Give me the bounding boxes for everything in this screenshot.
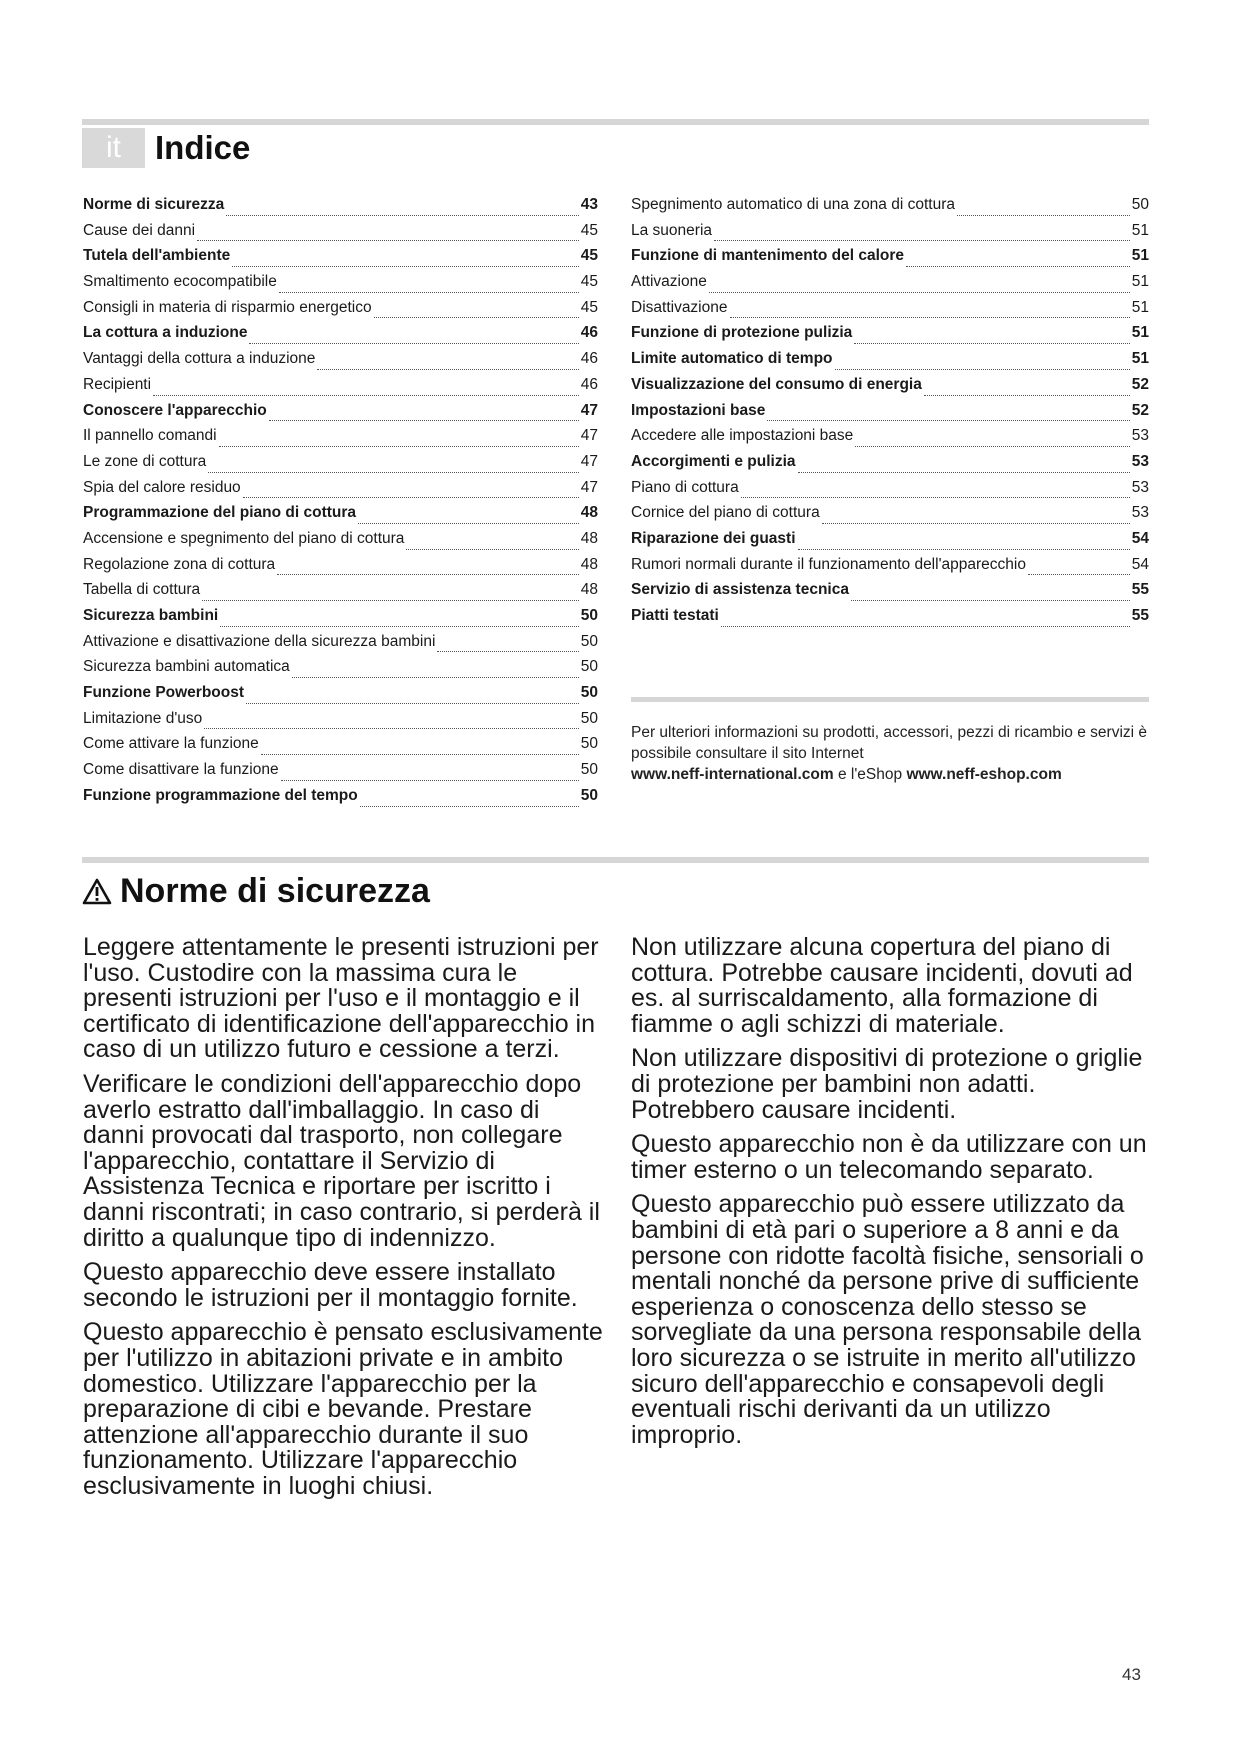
toc-entry-page: 52 [1131, 375, 1149, 393]
toc-entry[interactable] [83, 479, 598, 505]
toc-entry-label: Limite automatico di tempo [631, 350, 833, 368]
info-box [631, 722, 1149, 785]
toc-entry-page: 48 [580, 581, 598, 599]
toc-entry-label: Cornice del piano di cottura [631, 504, 820, 522]
toc-entry[interactable] [83, 350, 598, 376]
toc-entry-page: 46 [580, 324, 598, 342]
body-paragraph: Leggere attentamente le presenti istruzioni per l'uso. Custodire con la massima cura le presenti istruzioni per l'uso e il montaggio e il certificato di identificazione dell'apparecchio in caso di un utilizzo futuro e cessione a terzi. [83, 933, 599, 1064]
toc-entry-label: Tutela dell'ambiente [83, 247, 231, 265]
toc-entry-label: Impostazioni base [631, 401, 766, 419]
toc-entry-label: Limitazione d'uso [83, 709, 203, 727]
toc-entry-label: Attivazione e disattivazione della sicurezza bambini [83, 632, 436, 650]
toc-entry-label: Tabella di cottura [83, 581, 201, 599]
body-paragraph: Non utilizzare dispositivi di protezione o griglie di protezione per bambini non adatti. Potrebbero causare incidenti. [631, 1044, 1143, 1124]
toc-leader-dots [202, 600, 579, 601]
body-paragraph: Verificare le condizioni dell'apparecchio dopo averlo estratto dall'imballaggio. In caso di danni provocati dal trasporto, non collegare l'apparecchio, contattare il Servizio di Assistenza Tecnica e riportare per iscritto i danni riscontrati; in caso contrario, si perderà il diritto a qualunque tipo di indennizzo. [83, 1069, 600, 1252]
toc-entry-page: 55 [1131, 607, 1149, 624]
toc-leader-dots [406, 549, 578, 550]
toc-entry-page: 53 [1131, 452, 1149, 470]
toc-entry-label: Come attivare la funzione [83, 735, 259, 753]
body-paragraph: Questo apparecchio non è da utilizzare con un timer esterno o un telecomando separato. [631, 1130, 1147, 1184]
toc-entry[interactable] [631, 402, 1149, 428]
toc-leader-dots [269, 420, 579, 421]
toc-entry[interactable] [631, 479, 1149, 505]
section-divider [82, 857, 1149, 863]
toc-entry-page: 47 [580, 427, 598, 445]
toc-entry-label: Cause dei danni [83, 221, 196, 239]
body-paragraph: Questo apparecchio è pensato esclusivamente per l'utilizzo in abitazioni private e in ambito domestico. Utilizzare l'apparecchio per la preparazione di cibi e bevande. Prestare attenzione all'apparecchio durante il suo funzionamento. Utilizzare l'apparecchio esclusivamente in luoghi chiusi. [83, 1318, 603, 1500]
toc-entry[interactable] [631, 247, 1149, 273]
toc-leader-dots [855, 446, 1129, 447]
toc-entry[interactable] [631, 299, 1149, 325]
toc-entry-label: Recipienti [83, 375, 152, 393]
toc-entry-label: Vantaggi della cottura a induzione [83, 350, 316, 368]
toc-entry-page: 46 [580, 375, 598, 393]
body-left-column [83, 935, 603, 1508]
toc-entry-page: 51 [1131, 324, 1149, 342]
toc-entry[interactable] [83, 633, 598, 659]
toc-entry-page: 50 [580, 735, 598, 753]
toc-entry-label: Attivazione [631, 273, 707, 291]
toc-entry-page: 55 [1131, 581, 1149, 599]
toc-leader-dots [358, 523, 579, 524]
toc-entry[interactable] [83, 556, 598, 582]
toc-entry-label: Regolazione zona di cottura [83, 555, 276, 573]
top-divider [82, 119, 1149, 125]
toc-entry[interactable] [631, 376, 1149, 402]
toc-entry[interactable] [83, 222, 598, 248]
toc-left-column [83, 196, 598, 813]
toc-entry-page: 50 [580, 632, 598, 650]
eshop-link[interactable]: www.neff-eshop.com [906, 766, 1062, 783]
toc-leader-dots [277, 574, 579, 575]
toc-entry[interactable] [83, 530, 598, 556]
toc-entry[interactable] [83, 247, 598, 273]
toc-title: Indice [155, 129, 251, 166]
toc-entry-label: Servizio di assistenza tecnica [631, 581, 849, 599]
toc-entry[interactable] [83, 376, 598, 402]
toc-entry-label: Conoscere l'apparecchio [83, 401, 267, 419]
toc-entry-page: 50 [580, 709, 598, 727]
toc-leader-dots [714, 240, 1130, 241]
toc-entry-label: Visualizzazione del consumo di energia [631, 375, 922, 393]
toc-entry-page: 52 [1131, 401, 1149, 419]
toc-entry-page: 47 [580, 452, 598, 470]
toc-entry[interactable] [83, 196, 598, 222]
toc-entry[interactable] [83, 710, 598, 736]
toc-leader-dots [851, 600, 1130, 601]
toc-leader-dots [437, 651, 578, 652]
toc-entry-page: 51 [1131, 298, 1149, 316]
info-divider [631, 697, 1149, 702]
toc-entry-page: 51 [1131, 247, 1149, 265]
toc-entry[interactable] [83, 427, 598, 453]
toc-leader-dots [246, 703, 579, 704]
toc-entry[interactable] [631, 324, 1149, 350]
toc-entry[interactable] [631, 427, 1149, 453]
toc-entry[interactable] [631, 453, 1149, 479]
toc-leader-dots [730, 317, 1130, 318]
toc-entry-label: Funzione Powerboost [83, 684, 245, 702]
toc-entry-label: Il pannello comandi [83, 427, 217, 445]
toc-entry[interactable] [83, 658, 598, 684]
toc-leader-dots [279, 292, 579, 293]
toc-entry-page: 47 [580, 478, 598, 496]
toc-entry-page: 45 [580, 247, 598, 265]
toc-leader-dots [906, 266, 1130, 267]
toc-entry-label: Funzione di mantenimento del calore [631, 247, 905, 265]
toc-entry-page: 48 [580, 529, 598, 547]
toc-leader-dots [721, 626, 1130, 627]
toc-leader-dots [317, 369, 578, 370]
toc-entry-page: 50 [580, 761, 598, 779]
page-number: 43 [1122, 1665, 1141, 1684]
body-right-column [631, 935, 1151, 1457]
toc-entry[interactable] [631, 350, 1149, 376]
toc-entry[interactable] [83, 787, 598, 813]
toc-entry-page: 54 [1131, 555, 1149, 573]
toc-entry-page: 46 [580, 350, 598, 368]
toc-entry-page: 53 [1131, 427, 1149, 445]
toc-leader-dots [854, 343, 1129, 344]
toc-leader-dots [924, 395, 1130, 396]
toc-leader-dots [374, 317, 579, 318]
body-paragraph: Questo apparecchio deve essere installato secondo le istruzioni per il montaggio fornite. [83, 1258, 578, 1312]
toc-entry-page: 43 [580, 196, 598, 213]
toc-leader-dots [360, 806, 579, 807]
toc-leader-dots [709, 292, 1130, 293]
body-paragraph: Non utilizzare alcuna copertura del piano di cottura. Potrebbe causare incidenti, dovuti ad es. al surriscaldamento, alla formazione di fiamme o agli schizzi di materiale. [631, 933, 1133, 1038]
toc-entry[interactable] [631, 273, 1149, 299]
toc-entry[interactable] [83, 504, 598, 530]
toc-entry[interactable] [631, 196, 1149, 222]
toc-entry-page: 51 [1131, 273, 1149, 291]
toc-entry-label: Riparazione dei guasti [631, 529, 796, 547]
toc-leader-dots [197, 240, 579, 241]
language-badge: it [82, 128, 145, 168]
toc-entry-label: La cottura a induzione [83, 324, 248, 342]
toc-entry-label: Sicurezza bambini automatica [83, 658, 290, 676]
toc-entry-page: 51 [1131, 350, 1149, 368]
toc-entry-label: Piano di cottura [631, 478, 739, 496]
toc-entry-label: Accensione e spegnimento del piano di cottura [83, 529, 405, 547]
toc-leader-dots [767, 420, 1129, 421]
toc-leader-dots [204, 728, 578, 729]
toc-entry[interactable] [83, 607, 598, 633]
toc-entry-page: 45 [580, 298, 598, 316]
toc-entry-label: La suoneria [631, 221, 713, 239]
toc-entry-label: Norme di sicurezza [83, 196, 225, 213]
toc-leader-dots [798, 549, 1130, 550]
toc-entry-page: 51 [1131, 221, 1149, 239]
toc-entry[interactable] [631, 607, 1149, 633]
toc-entry-label: Accorgimenti e pulizia [631, 452, 796, 470]
toc-leader-dots [798, 472, 1130, 473]
toc-entry[interactable] [83, 581, 598, 607]
toc-right-column [631, 196, 1149, 633]
toc-entry-page: 48 [580, 555, 598, 573]
toc-entry-page: 48 [580, 504, 598, 522]
toc-leader-dots [957, 215, 1130, 216]
toc-entry-page: 53 [1131, 478, 1149, 496]
toc-entry-page: 53 [1131, 504, 1149, 522]
toc-leader-dots [153, 395, 579, 396]
toc-entry-label: Piatti testati [631, 607, 719, 624]
toc-entry-label: Spegnimento automatico di una zona di cottura [631, 196, 955, 213]
toc-entry-page: 50 [580, 786, 598, 804]
section-heading [82, 868, 430, 914]
warning-icon [82, 877, 112, 905]
toc-entry[interactable] [83, 684, 598, 710]
toc-entry[interactable] [631, 530, 1149, 556]
toc-entry[interactable] [631, 581, 1149, 607]
toc-entry[interactable] [83, 735, 598, 761]
toc-entry-page: 45 [580, 273, 598, 291]
website-link[interactable]: www.neff-international.com [631, 766, 834, 783]
toc-leader-dots [226, 215, 578, 216]
toc-entry-label: Accedere alle impostazioni base [631, 427, 854, 445]
toc-entry[interactable] [83, 761, 598, 787]
toc-entry[interactable] [83, 299, 598, 325]
toc-leader-dots [281, 780, 579, 781]
toc-entry-page: 50 [580, 658, 598, 676]
toc-entry-label: Funzione programmazione del tempo [83, 786, 358, 804]
toc-entry[interactable] [83, 324, 598, 350]
toc-entry-label: Sicurezza bambini [83, 607, 219, 624]
toc-entry[interactable] [631, 222, 1149, 248]
toc-entry[interactable] [83, 453, 598, 479]
toc-leader-dots [243, 497, 579, 498]
toc-entry[interactable] [631, 504, 1149, 530]
toc-entry-page: 50 [1131, 196, 1149, 213]
toc-entry-label: Programmazione del piano di cottura [83, 504, 357, 522]
toc-entry-label: Smaltimento ecocompatibile [83, 273, 277, 291]
toc-entry-label: Spia del calore residuo [83, 478, 241, 496]
toc-entry-page: 47 [580, 401, 598, 419]
toc-leader-dots [835, 369, 1130, 370]
toc-leader-dots [208, 472, 579, 473]
toc-leader-dots [261, 754, 579, 755]
toc-leader-dots [232, 266, 579, 267]
toc-leader-dots [822, 523, 1130, 524]
toc-leader-dots [741, 497, 1130, 498]
toc-entry-label: Funzione di protezione pulizia [631, 324, 853, 342]
toc-entry-label: Come disattivare la funzione [83, 761, 279, 779]
toc-entry[interactable] [83, 402, 598, 428]
toc-entry[interactable] [83, 273, 598, 299]
toc-entry[interactable] [631, 556, 1149, 582]
toc-leader-dots [219, 446, 579, 447]
toc-leader-dots [1028, 574, 1130, 575]
toc-entry-label: Consigli in materia di risparmio energetico [83, 298, 372, 316]
toc-leader-dots [249, 343, 578, 344]
toc-leader-dots [220, 626, 579, 627]
info-text: Per ulteriori informazioni su prodotti, accessori, pezzi di ricambio e servizi è possibile consultare il sito Internet [631, 724, 1148, 762]
toc-entry-label: Le zone di cottura [83, 452, 207, 470]
body-paragraph: Questo apparecchio può essere utilizzato da bambini di età pari o superiore a 8 anni e da persone con ridotte facoltà fisiche, sensoriali o mentali nonché da persone prive di sufficiente esperienza o conoscenza dello stesso se sorvegliate da una persona responsabile della loro sicurezza o se istruite in merito all'utilizzo sicuro dell'apparecchio e consapevoli degli eventuali rischi derivanti da un utilizzo improprio. [631, 1190, 1144, 1449]
section-title: Norme di sicurezza [120, 871, 430, 910]
toc-entry-page: 45 [580, 221, 598, 239]
toc-entry-label: Rumori normali durante il funzionamento dell'apparecchio [631, 555, 1026, 573]
toc-entry-page: 54 [1131, 529, 1149, 547]
info-joiner: e l'eShop [833, 766, 907, 783]
toc-entry-page: 50 [580, 607, 598, 624]
toc-leader-dots [292, 677, 579, 678]
toc-entry-page: 50 [580, 684, 598, 702]
toc-entry-label: Disattivazione [631, 298, 728, 316]
